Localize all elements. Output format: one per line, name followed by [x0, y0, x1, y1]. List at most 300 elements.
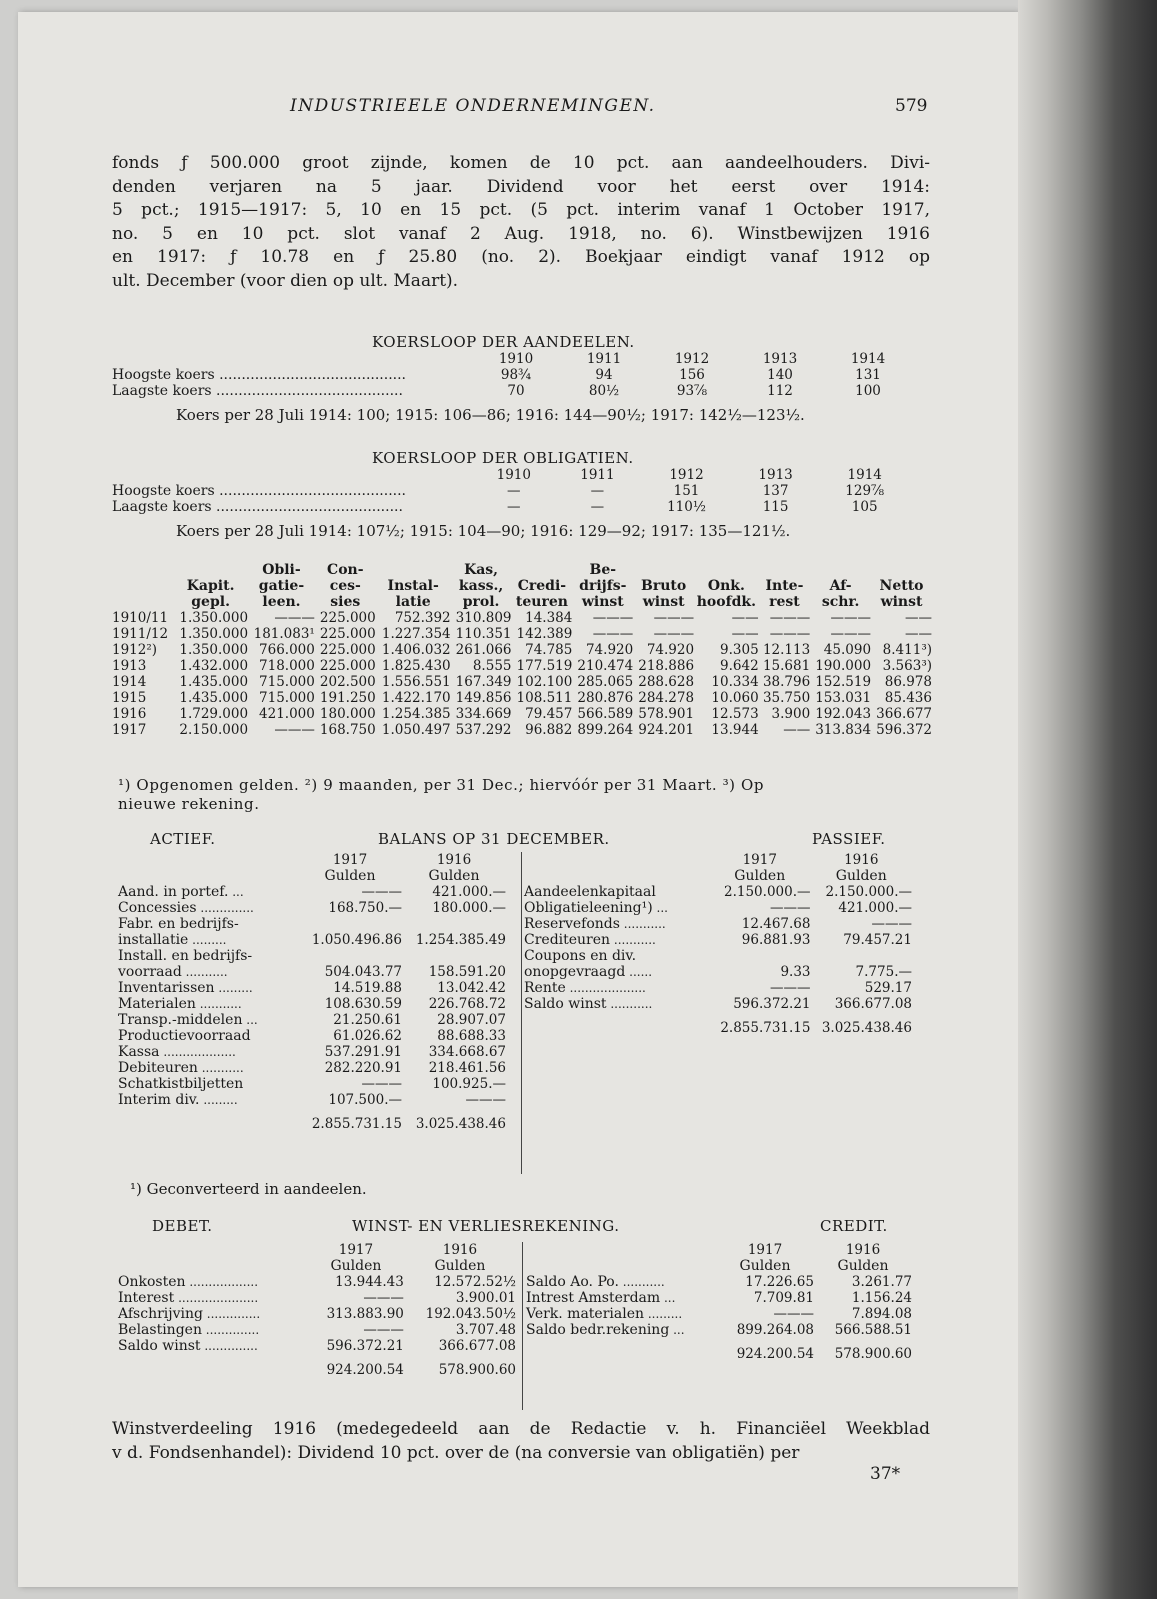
- actief-label: voorraad ...........: [118, 964, 228, 980]
- aandeelen-year-row: [112, 351, 912, 367]
- stats-row: [112, 610, 932, 626]
- obligatien-year: 1910: [496, 467, 531, 483]
- stats-header-cell: ces-: [329, 578, 361, 594]
- stats-cell: 35.750: [762, 690, 811, 706]
- debet-value-1917: 596.372.21: [326, 1338, 404, 1354]
- stats-header-cell: rest: [769, 594, 800, 610]
- intro-line: fonds ƒ 500.000 groot zijnde, komen de 10 pct. aan aandeelhouders. Divi-: [112, 153, 930, 173]
- actief-leader: .........: [199, 1093, 238, 1107]
- stats-cell: 181.083¹: [253, 626, 315, 642]
- stats-cell: 168.750: [319, 722, 376, 738]
- passief-unit: Gulden: [835, 868, 887, 884]
- actief-year: 1916: [436, 852, 472, 868]
- stats-header-cell: [173, 562, 248, 578]
- passief-label: Aandeelenkapitaal: [524, 884, 656, 900]
- stats-cell: 8.555: [472, 658, 512, 674]
- actief-value-1916: 334.668.67: [428, 1044, 506, 1060]
- actief-value-1917: 537.291.91: [324, 1044, 402, 1060]
- stats-header-cell: [112, 578, 173, 594]
- balans-title: BALANS OP 31 DECEMBER.: [378, 830, 610, 848]
- stats-header-cell: Instal-: [387, 578, 439, 594]
- passief-spacer-row: [524, 1012, 912, 1020]
- credit-value-1917: 17.226.65: [745, 1274, 814, 1290]
- passief-value-1916: ———: [871, 916, 912, 932]
- stats-cell: 752.392: [394, 610, 451, 626]
- obligatien-corner: [112, 467, 472, 483]
- passief-row: [524, 980, 912, 996]
- stats-cell: 86.978: [884, 674, 932, 690]
- stats-cell: 1.227.354: [381, 626, 451, 642]
- closing-line: Winstverdeeling 1916 (medegedeeld aan de Redactie v. h. Financiëel Weekblad: [112, 1419, 930, 1439]
- actief-label: Fabr. en bedrijfs-: [118, 916, 239, 932]
- actief-corner: [118, 852, 298, 868]
- debet-corner: [118, 1258, 308, 1274]
- koersloop-obligatien-title: KOERSLOOP DER OBLIGATIEN.: [372, 449, 634, 467]
- passief-label: Rente ....................: [524, 980, 646, 996]
- stats-cell: 79.457: [525, 706, 573, 722]
- credit-value-1917: 899.264.08: [736, 1322, 814, 1338]
- actief-row: [118, 1012, 506, 1028]
- stats-header-cell: Be-: [589, 562, 617, 578]
- actief-label: Schatkistbiljetten: [118, 1076, 244, 1092]
- stats-cell: 190.000: [815, 658, 872, 674]
- actief-corner: [118, 868, 298, 884]
- actief-row: [118, 996, 506, 1012]
- stats-cell: 715.000: [259, 690, 315, 706]
- actief-value-1916: 100.925.—: [432, 1076, 506, 1092]
- credit-label: Verk. materialen .........: [526, 1306, 683, 1322]
- debet-row: [118, 1290, 516, 1306]
- debet-year-row: [118, 1242, 516, 1258]
- passief-label: Reservefonds ...........: [524, 916, 666, 932]
- stats-cell: 149.856: [455, 690, 512, 706]
- credit-row: [526, 1274, 912, 1290]
- balans-actief-table: [118, 852, 506, 1132]
- passief-value-1916: 366.677.08: [834, 996, 912, 1012]
- passief-row: [524, 964, 912, 980]
- stats-cell: 142.389: [516, 626, 573, 642]
- stats-cell: 421.000: [259, 706, 315, 722]
- koersloop-obligatien-note: Koers per 28 Juli 1914: 107½; 1915: 104—90; 1916: 129—92; 1917: 135—121½.: [176, 522, 791, 540]
- obligatien-value: 137: [762, 483, 789, 499]
- aandeelen-value: 100: [855, 383, 881, 399]
- credit-leader: ...: [660, 1291, 676, 1305]
- passief-label: onopgevraagd ......: [524, 964, 653, 980]
- intro-line: denden verjaren na 5 jaar. Dividend voor het eerst over 1914:: [112, 176, 930, 197]
- debet-leader: ..................: [185, 1275, 259, 1289]
- financial-statistics-table: [112, 562, 932, 738]
- stats-header-cell: prol.: [462, 594, 500, 610]
- stats-cell: 1.350.000: [179, 626, 249, 642]
- debet-value-1917: ———: [363, 1290, 404, 1306]
- actief-row: [118, 1028, 506, 1044]
- actief-spacer: [118, 1108, 298, 1116]
- credit-heading: CREDIT.: [820, 1217, 888, 1235]
- obligatien-value: 129⅞: [845, 483, 885, 499]
- credit-value-1916: 7.894.08: [851, 1306, 912, 1322]
- actief-total-label: [118, 1116, 298, 1132]
- stats-cell: 96.882: [525, 722, 573, 738]
- stats-cell: ———: [653, 610, 695, 626]
- stats-cell: 1.406.032: [381, 642, 451, 658]
- actief-value-1917: 108.630.59: [324, 996, 402, 1012]
- debet-label: Onkosten ..................: [118, 1274, 259, 1290]
- actief-leader: .........: [188, 933, 227, 947]
- stats-cell: 284.278: [638, 690, 695, 706]
- actief-value-1916: 226.768.72: [428, 996, 506, 1012]
- stats-cell: 192.043: [815, 706, 872, 722]
- passief-value-1916: 79.457.21: [843, 932, 912, 948]
- actief-value-1916: 28.907.07: [437, 1012, 506, 1028]
- stats-cell: ———: [653, 626, 695, 642]
- obligatien-value: —: [507, 499, 521, 515]
- stats-cell: 1.350.000: [179, 642, 249, 658]
- actief-value-1916: 421.000.—: [432, 884, 506, 900]
- stats-cell: 3.900: [771, 706, 811, 722]
- passief-year: 1916: [844, 852, 879, 868]
- stats-cell: ———: [830, 610, 872, 626]
- stats-cell: 167.349: [455, 674, 512, 690]
- credit-spacer-row: [526, 1338, 912, 1346]
- credit-label: Saldo Ao. Po. ...........: [526, 1274, 665, 1290]
- stats-cell: 74.785: [525, 642, 573, 658]
- stats-cell: 13.944: [711, 722, 759, 738]
- debet-label: Belastingen ..............: [118, 1322, 260, 1338]
- stats-cell: 10.334: [711, 674, 759, 690]
- koersloop-obligatien-table: [112, 467, 912, 515]
- stats-header-cell: leen.: [262, 594, 301, 610]
- stats-cell: 180.000: [319, 706, 376, 722]
- stats-header-cell: [376, 562, 451, 578]
- actief-total-row: [118, 1116, 506, 1132]
- passief-value-1916: [811, 948, 913, 964]
- stats-cell: 9.642: [720, 658, 759, 674]
- passief-value-1917: ———: [770, 980, 811, 996]
- stats-cell: 310.809: [455, 610, 512, 626]
- credit-year: 1917: [747, 1242, 783, 1258]
- stats-header-cell: [633, 562, 694, 578]
- passief-total-label: [524, 1020, 709, 1036]
- actief-value-1917: 504.043.77: [324, 964, 402, 980]
- winst-credit-table: [526, 1242, 912, 1362]
- stats-cell: 12.113: [762, 642, 811, 658]
- actief-value-1917: [298, 948, 402, 964]
- obligatien-year: 1913: [758, 467, 793, 483]
- stats-header-cell: Kapit.: [186, 578, 235, 594]
- stats-cell: 45.090: [823, 642, 872, 658]
- obligatien-value: —: [507, 483, 521, 499]
- credit-leader: ...: [669, 1323, 685, 1337]
- actief-heading: ACTIEF.: [150, 830, 216, 848]
- passief-label: Coupons en div.: [524, 948, 637, 964]
- stats-cell: 14.384: [525, 610, 573, 626]
- stats-row: [112, 626, 932, 642]
- stats-cell: 566.589: [577, 706, 634, 722]
- passief-value-1917: ———: [770, 900, 811, 916]
- stats-cell: 9.305: [720, 642, 759, 658]
- actief-value-1916: 13.042.42: [437, 980, 506, 996]
- debet-label: Saldo winst ..............: [118, 1338, 258, 1354]
- winst-divider: [522, 1242, 523, 1410]
- obligatien-year-row: [112, 467, 912, 483]
- actief-value-1916: 180.000.—: [432, 900, 506, 916]
- debet-year: 1917: [338, 1242, 374, 1258]
- passief-unit: Gulden: [734, 868, 786, 884]
- stats-cell: 1912²): [112, 642, 158, 658]
- credit-value-1917: ———: [773, 1306, 814, 1322]
- stats-cell: ——: [905, 610, 932, 626]
- debet-spacer: [118, 1354, 308, 1362]
- stats-cell: ———: [274, 610, 315, 626]
- stats-cell: 1911/12: [112, 626, 169, 642]
- stats-header-cell: [810, 562, 871, 578]
- debet-row: [118, 1322, 516, 1338]
- stats-cell: 12.573: [711, 706, 759, 722]
- obligatien-value: —: [590, 483, 605, 499]
- stats-cell: 334.669: [455, 706, 512, 722]
- stats-header-row: [112, 562, 932, 578]
- stats-header-cell: [112, 594, 173, 610]
- credit-corner: [526, 1242, 716, 1258]
- stats-cell: ——: [905, 626, 932, 642]
- actief-value-1917: 1.050.496.86: [311, 932, 402, 948]
- stats-header-cell: Inte-: [765, 578, 804, 594]
- stats-cell: ———: [274, 722, 315, 738]
- passief-row: [524, 916, 912, 932]
- stats-header-cell: Af-: [829, 578, 852, 594]
- debet-year: 1916: [442, 1242, 478, 1258]
- credit-label: Saldo bedr.rekening ...: [526, 1322, 685, 1338]
- aandeelen-value: 70: [507, 383, 525, 399]
- actief-row: [118, 1076, 506, 1092]
- stats-cell: 85.436: [884, 690, 932, 706]
- stats-header-cell: drijfs-: [579, 578, 627, 594]
- obligatien-value: 105: [851, 499, 878, 515]
- stats-cell: 285.065: [577, 674, 634, 690]
- passief-year: 1917: [742, 852, 777, 868]
- debet-value-1916: 3.900.01: [455, 1290, 516, 1306]
- credit-year: 1916: [845, 1242, 881, 1258]
- aandeelen-value: 94: [595, 367, 613, 383]
- stats-cell: 1.435.000: [179, 690, 249, 706]
- stats-cell: 718.000: [259, 658, 315, 674]
- credit-unit-row: [526, 1258, 912, 1274]
- stats-cell: 153.031: [815, 690, 872, 706]
- stats-cell: 1910/11: [112, 610, 169, 626]
- aandeelen-value: 80½: [588, 383, 620, 399]
- obligatien-value: 110½: [667, 499, 706, 515]
- debet-label: Interest .....................: [118, 1290, 259, 1306]
- stats-cell: ———: [769, 626, 811, 642]
- intro-line: 5 pct.; 1915—1917: 5, 10 en 15 pct. (5 pct. interim vanaf 1 October 1917,: [112, 200, 930, 220]
- stats-cell: 596.372: [876, 722, 932, 738]
- stats-cell: 1.729.000: [179, 706, 249, 722]
- stats-cell: 108.511: [516, 690, 573, 706]
- stats-cell: 3.563³): [882, 658, 932, 674]
- stats-row: [112, 642, 932, 658]
- passief-row: [524, 884, 912, 900]
- debet-leader: ..............: [200, 1339, 258, 1353]
- stats-cell: 1.435.000: [179, 674, 249, 690]
- stats-header-cell: winst: [642, 594, 685, 610]
- credit-unit: Gulden: [837, 1258, 889, 1274]
- stats-cell: 1917: [112, 722, 147, 738]
- actief-total-1917: 2.855.731.15: [311, 1116, 402, 1132]
- intro-line: no. 5 en 10 pct. slot vanaf 2 Aug. 1918, no. 6). Winstbewijzen 1916: [112, 223, 930, 244]
- stats-cell: ———: [769, 610, 811, 626]
- actief-leader: ...........: [197, 1061, 244, 1075]
- stats-cell: 1.050.497: [381, 722, 451, 738]
- stats-cell: 1.556.551: [381, 674, 451, 690]
- debet-row: [118, 1306, 516, 1322]
- stats-cell: 110.351: [455, 626, 512, 642]
- passief-unit-row: [524, 868, 912, 884]
- passief-heading: PASSIEF.: [812, 830, 886, 848]
- aandeelen-year: 1912: [674, 351, 710, 367]
- stats-cell: 280.876: [577, 690, 634, 706]
- stats-cell: 313.834: [815, 722, 872, 738]
- stats-header-cell: Credi-: [517, 578, 567, 594]
- actief-row: [118, 980, 506, 996]
- actief-value-1917: 21.250.61: [333, 1012, 402, 1028]
- stats-cell: 366.677: [876, 706, 932, 722]
- stats-cell: 225.000: [319, 626, 376, 642]
- credit-label: Intrest Amsterdam ...: [526, 1290, 676, 1306]
- debet-leader: .....................: [174, 1291, 259, 1305]
- stats-cell: 15.681: [762, 658, 811, 674]
- passief-year-row: [524, 852, 912, 868]
- aandeelen-value: 93⅞: [676, 383, 708, 399]
- stats-header-cell: gepl.: [191, 594, 230, 610]
- debet-total-1916: 578.900.60: [438, 1362, 516, 1378]
- actief-value-1916: 158.591.20: [428, 964, 506, 980]
- actief-row: [118, 964, 506, 980]
- actief-value-1917: 282.220.91: [324, 1060, 402, 1076]
- actief-value-1916: 88.688.33: [437, 1028, 506, 1044]
- actief-label: Kassa ...................: [118, 1044, 236, 1060]
- actief-row: [118, 932, 506, 948]
- stats-cell: 218.886: [638, 658, 695, 674]
- passief-leader: ....................: [565, 981, 646, 995]
- aandeelen-label: Laagste koers ..........................................: [112, 383, 403, 399]
- credit-row: [526, 1322, 912, 1338]
- stats-cell: 715.000: [259, 674, 315, 690]
- credit-total-label: [526, 1346, 716, 1362]
- aandeelen-year: 1913: [762, 351, 798, 367]
- intro-paragraph: [112, 152, 930, 293]
- actief-value-1917: 107.500.—: [328, 1092, 402, 1108]
- passief-value-1916: 7.775.—: [855, 964, 912, 980]
- debet-value-1916: 12.572.52½: [434, 1274, 516, 1290]
- stats-cell: 261.066: [455, 642, 512, 658]
- stats-cell: 1914: [112, 674, 147, 690]
- stats-header-cell: [112, 562, 173, 578]
- credit-row: [526, 1290, 912, 1306]
- statistics-footnote: [118, 776, 933, 814]
- stats-cell: 102.100: [516, 674, 573, 690]
- passief-value-1916: 529.17: [864, 980, 912, 996]
- debet-total-label: [118, 1362, 308, 1378]
- stats-cell: 924.201: [638, 722, 695, 738]
- aandeelen-label: Hoogste koers ..........................................: [112, 367, 407, 383]
- actief-label: installatie .........: [118, 932, 227, 948]
- credit-value-1917: 7.709.81: [753, 1290, 814, 1306]
- obligatien-year: 1912: [669, 467, 704, 483]
- obligatien-value: 115: [762, 499, 789, 515]
- stats-header-cell: schr.: [821, 594, 860, 610]
- stats-cell: 1.350.000: [179, 610, 249, 626]
- credit-value-1916: 566.588.51: [834, 1322, 912, 1338]
- passief-value-1916: 421.000.—: [838, 900, 912, 916]
- obligatien-label: Laagste koers ..........................................: [112, 499, 403, 515]
- actief-label: Install. en bedrijfs-: [118, 948, 253, 964]
- debet-leader: ..............: [201, 1323, 260, 1337]
- passief-value-1917: 9.33: [780, 964, 811, 980]
- credit-leader: .........: [644, 1307, 683, 1321]
- passief-leader: ...........: [606, 997, 653, 1011]
- debet-unit-row: [118, 1258, 516, 1274]
- stats-cell: 1913: [112, 658, 147, 674]
- aandeelen-value: 156: [679, 367, 705, 383]
- stats-header-cell: Netto: [879, 578, 924, 594]
- actief-leader: .........: [214, 981, 253, 995]
- koersloop-aandeelen-note: Koers per 28 Juli 1914: 100; 1915: 106—86; 1916: 144—90½; 1917: 142½—123½.: [176, 406, 805, 424]
- actief-label: Aand. in portef. ...: [118, 884, 244, 900]
- actief-row: [118, 916, 506, 932]
- debet-heading: DEBET.: [152, 1217, 213, 1235]
- stats-cell: 38.796: [762, 674, 811, 690]
- stats-header-cell: Obli-: [262, 562, 301, 578]
- stats-row: [112, 658, 932, 674]
- actief-unit: Gulden: [428, 868, 480, 884]
- debet-value-1916: 366.677.08: [438, 1338, 516, 1354]
- aandeelen-year: 1910: [498, 351, 534, 367]
- stats-cell: ———: [592, 626, 634, 642]
- aandeelen-year: 1914: [850, 351, 886, 367]
- obligatien-year: 1914: [847, 467, 882, 483]
- stats-cell: 210.474: [577, 658, 634, 674]
- actief-year-row: [118, 852, 506, 868]
- passief-label: Crediteuren ...........: [524, 932, 656, 948]
- obligatien-value: —: [590, 499, 605, 515]
- stats-row: [112, 674, 932, 690]
- passief-value-1917: 2.150.000.—: [724, 884, 811, 900]
- stats-cell: 1.254.385: [381, 706, 451, 722]
- debet-unit: Gulden: [330, 1258, 382, 1274]
- actief-value-1917: 14.519.88: [333, 980, 402, 996]
- stats-cell: 225.000: [319, 658, 376, 674]
- obligatien-row: [112, 483, 912, 499]
- stats-cell: 225.000: [319, 642, 376, 658]
- stats-header-cell: winst: [581, 594, 624, 610]
- stats-cell: 1915: [112, 690, 147, 706]
- obligatien-value: 151: [673, 483, 700, 499]
- credit-unit: Gulden: [739, 1258, 791, 1274]
- stats-footnote-line: nieuwe rekening.: [118, 795, 260, 813]
- debet-leader: ..............: [202, 1307, 261, 1321]
- passief-total-1917: 2.855.731.15: [720, 1020, 811, 1036]
- passief-row: [524, 932, 912, 948]
- passief-corner: [524, 852, 709, 868]
- actief-row: [118, 1060, 506, 1076]
- stats-header-row: [112, 578, 932, 594]
- stats-cell: 74.920: [646, 642, 695, 658]
- stats-header-cell: Kas,: [464, 562, 499, 578]
- page-number: 579: [895, 96, 928, 116]
- stats-cell: ——: [783, 722, 811, 738]
- stats-header-cell: [512, 562, 573, 578]
- stats-cell: 288.628: [638, 674, 695, 690]
